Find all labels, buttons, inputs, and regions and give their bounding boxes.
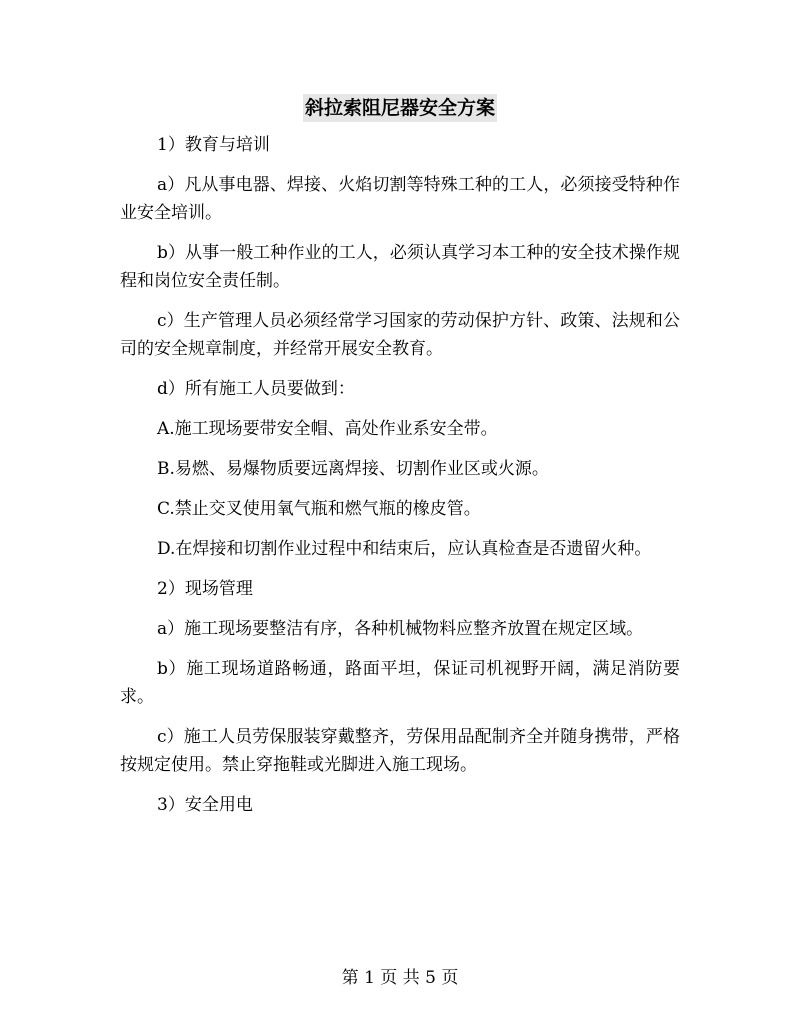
list-item-a: A.施工现场要带安全帽、高处作业系安全带。	[157, 419, 498, 439]
document-title: 斜拉索阻尼器安全方案	[303, 94, 497, 122]
list-item-b: B.易燃、易爆物质要远离焊接、切割作业区或火源。	[157, 459, 549, 479]
paragraph-site-b: b）施工现场道路畅通，路面平坦，保证司机视野开阔，满足消防要求。	[120, 659, 680, 707]
paragraph-site-a: a）施工现场要整洁有序，各种机械物料应整齐放置在规定区域。	[157, 619, 644, 639]
list-item-d: D.在焊接和切割作业过程中和结束后，应认真检查是否遗留火种。	[157, 539, 652, 559]
section-heading-site-management: 2）现场管理	[157, 579, 253, 599]
paragraph-education-c: c）生产管理人员必须经常学习国家的劳动保护方针、政策、法规和公司的安全规章制度，并经常开展安全教育。	[120, 311, 680, 359]
section-heading-education: 1）教育与培训	[157, 135, 270, 155]
paragraph-site-c: c）施工人员劳保服装穿戴整齐，劳保用品配制齐全并随身携带，严格按规定使用。禁止穿拖鞋或光脚进入施工现场。	[120, 727, 680, 775]
section-heading-electricity: 3）安全用电	[157, 795, 253, 815]
paragraph-education-a: a）凡从事电器、焊接、火焰切割等特殊工种的工人，必须接受特种作业安全培训。	[120, 175, 680, 223]
page-footer	[0, 966, 800, 990]
title-wrapper	[0, 94, 800, 122]
paragraph-education-b: b）从事一般工种作业的工人，必须认真学习本工种的安全技术操作规程和岗位安全责任制。	[120, 243, 680, 291]
page-number: 第 1 页 共 5 页	[341, 968, 459, 988]
list-item-c: C.禁止交叉使用氧气瓶和燃气瓶的橡皮管。	[157, 499, 481, 519]
paragraph-education-d: d）所有施工人员要做到：	[157, 379, 355, 399]
document-body	[120, 131, 680, 831]
